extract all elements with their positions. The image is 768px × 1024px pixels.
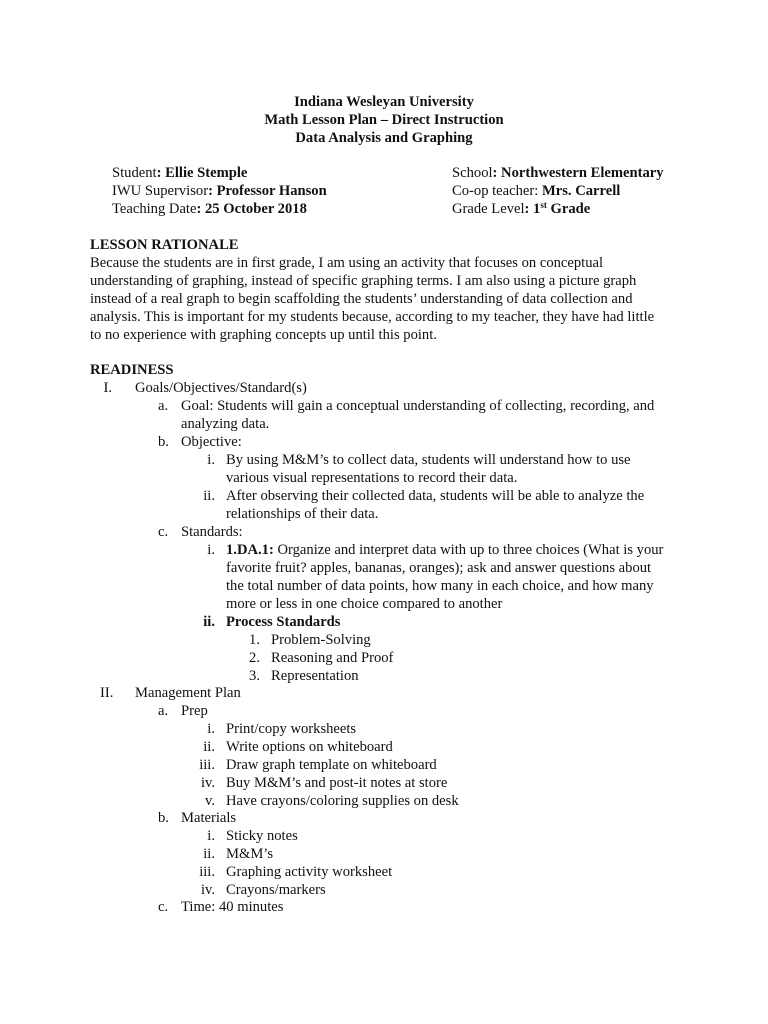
standard-text: 1.DA.1: Organize and interpret data with up to three choices (What is your [226, 542, 664, 558]
outline-roman: ii. [203, 739, 215, 755]
standard-text: more or less in one choice compared to another [226, 596, 503, 612]
management-plan-heading: Management Plan [135, 685, 241, 701]
rationale-heading: LESSON RATIONALE [90, 237, 239, 253]
process-standard-item: Representation [271, 668, 359, 684]
rationale-line: understanding of graphing, instead of specific graphing terms. I am also using a picture graph [90, 273, 637, 289]
standards-heading: Standards: [181, 524, 243, 540]
rationale-line: Because the students are in first grade, I am using an activity that focuses on conceptual [90, 255, 604, 271]
outline-letter: b. [158, 434, 169, 450]
outline-roman: iv. [200, 775, 215, 791]
student-info: Student: Ellie Stemple [112, 165, 248, 181]
outline-roman: ii. [203, 846, 215, 862]
goal-text: Goal: Students will gain a conceptual understanding of collecting, recording, and [181, 398, 655, 414]
topic-title: Data Analysis and Graphing [295, 130, 473, 146]
rationale-line: to no experience with graphing concepts up until this point. [90, 327, 437, 343]
supervisor-info: IWU Supervisor: Professor Hanson [112, 183, 327, 199]
school-info: School: Northwestern Elementary [452, 165, 664, 181]
prep-item: Have crayons/coloring supplies on desk [226, 793, 459, 809]
prep-item: Print/copy worksheets [226, 721, 357, 737]
outline-roman: iii. [199, 864, 215, 880]
rationale-line: instead of a real graph to begin scaffolding the students’ understanding of data collection and [90, 291, 633, 307]
outline-number: 1. [249, 632, 260, 648]
time-text: Time: 40 minutes [181, 899, 284, 915]
lesson-rationale [90, 236, 690, 344]
material-item: Crayons/markers [226, 882, 326, 898]
outline-letter: c. [158, 524, 169, 540]
rationale-line: analysis. This is important for my students because, according to my teacher, they have had little [90, 309, 655, 325]
university-title: Indiana Wesleyan University [294, 94, 474, 110]
material-item: M&M’s [226, 846, 274, 862]
objective-text: After observing their collected data, students will be able to analyze the [226, 488, 645, 504]
readiness-heading: READINESS [90, 362, 174, 378]
process-standard-item: Problem-Solving [271, 632, 371, 648]
outline-letter: a. [158, 703, 169, 719]
grade-level-info: Grade Level: 1st Grade [452, 200, 591, 217]
coop-teacher-info: Co-op teacher: Mrs. Carrell [452, 183, 621, 199]
outline-letter: c. [158, 899, 169, 915]
lesson-info [112, 164, 692, 218]
outline-roman: iv. [200, 882, 215, 898]
prep-heading: Prep [181, 703, 208, 719]
prep-item: Write options on whiteboard [226, 739, 393, 755]
outline-roman: v. [205, 793, 215, 809]
plan-title: Math Lesson Plan – Direct Instruction [264, 112, 504, 128]
material-item: Sticky notes [226, 828, 298, 844]
goals-heading: Goals/Objectives/Standard(s) [135, 380, 307, 396]
outline-number: 3. [249, 668, 260, 684]
teaching-date-info: Teaching Date: 25 October 2018 [112, 201, 307, 217]
outline-number: I. [103, 380, 112, 396]
outline-letter: b. [158, 810, 169, 826]
outline-roman: i. [207, 542, 215, 558]
objective-text: various visual representations to record their data. [226, 470, 518, 486]
outline-roman: ii. [203, 614, 215, 630]
objective-heading: Objective: [181, 434, 242, 450]
goal-text: analyzing data. [181, 416, 270, 432]
outline-roman: i. [207, 721, 215, 737]
materials-heading: Materials [181, 810, 237, 826]
prep-item: Draw graph template on whiteboard [226, 757, 437, 773]
outline-number: 2. [249, 650, 260, 666]
outline-letter: a. [158, 398, 169, 414]
outline-roman: ii. [203, 488, 215, 504]
objective-text: By using M&M’s to collect data, students will understand how to use [226, 452, 631, 468]
outline-number: II. [100, 685, 114, 701]
process-standard-item: Reasoning and Proof [271, 650, 394, 666]
material-item: Graphing activity worksheet [226, 864, 393, 880]
outline-roman: i. [207, 452, 215, 468]
standard-text: the total number of data points, how many in each choice, and how many [226, 578, 654, 594]
rationale-paragraph [90, 254, 690, 344]
process-standards-heading: Process Standards [226, 614, 341, 630]
outline-roman: i. [207, 828, 215, 844]
prep-item: Buy M&M’s and post-it notes at store [226, 775, 448, 791]
outline-roman: iii. [199, 757, 215, 773]
objective-text: relationships of their data. [226, 506, 379, 522]
document-header [0, 93, 768, 147]
standard-text: favorite fruit? apples, bananas, oranges); ask and answer questions about [226, 560, 652, 576]
